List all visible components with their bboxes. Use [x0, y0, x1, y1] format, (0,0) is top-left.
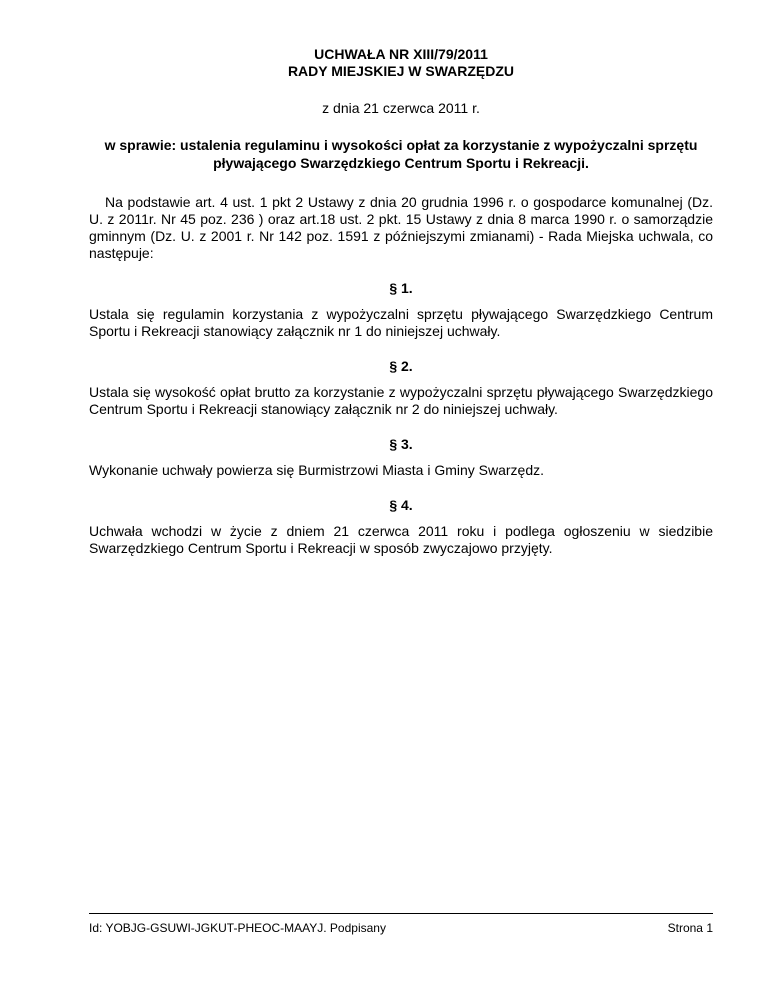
preamble-text: Na podstawie art. 4 ust. 1 pkt 2 Ustawy z dnia 20 grudnia 1996 r. o gospodarce komunalnej (Dz. U. z 2011r. Nr 45 poz. 236 ) oraz art.18 ust. 2 pkt. 15 Ustawy z dnia 8 marca 1990 r. o samorządzie gminnym (Dz. U. z 2001 r. Nr 142 poz. 1591 z późniejszymi zmianami) - Rada Miejska uchwala, co następuje:	[89, 194, 713, 261]
footer-divider	[89, 913, 713, 914]
section-3	[89, 436, 713, 479]
resolution-date: z dnia 21 czerwca 2011 r.	[322, 100, 480, 116]
section-text: Wykonanie uchwały powierza się Burmistrzowi Miasta i Gminy Swarzędz.	[89, 462, 545, 478]
section-4	[89, 497, 713, 557]
section-heading: § 2.	[389, 358, 413, 374]
footer-page-number: Strona 1	[667, 921, 713, 935]
section-heading: § 4.	[389, 497, 413, 513]
document-content	[89, 46, 713, 557]
section-2	[89, 358, 713, 418]
resolution-number: UCHWAŁA NR XIII/79/2011	[314, 46, 488, 62]
section-text: Ustala się wysokość opłat brutto za korzystanie z wypożyczalni sprzętu pływającego Swarzędzkiego Centrum Sportu i Rekreacji stanowiący załącznik nr 2 do niniejszej uchwały.	[89, 384, 713, 417]
resolution-subject: w sprawie: ustalenia regulaminu i wysokości opłat za korzystanie z wypożyczalni sprzętu pływającego Swarzędzkiego Centrum Sportu i Rekreacji.	[104, 137, 698, 171]
footer-document-id: Id: YOBJG-GSUWI-JGKUT-PHEOC-MAAYJ. Podpisany	[89, 921, 386, 935]
section-heading: § 3.	[389, 436, 413, 452]
section-1	[89, 280, 713, 340]
resolution-title	[89, 46, 713, 80]
section-text: Uchwała wchodzi w życie z dniem 21 czerwca 2011 roku i podlega ogłoszeniu w siedzibie Swarzędzkiego Centrum Sportu i Rekreacji w sposób zwyczajowo przyjęty.	[89, 523, 713, 556]
section-text: Ustala się regulamin korzystania z wypożyczalni sprzętu pływającego Swarzędzkiego Centrum Sportu i Rekreacji stanowiący załącznik nr 1 do niniejszej uchwały.	[89, 306, 713, 339]
council-name: RADY MIEJSKIEJ W SWARZĘDZU	[287, 63, 515, 79]
section-heading: § 1.	[389, 280, 413, 296]
